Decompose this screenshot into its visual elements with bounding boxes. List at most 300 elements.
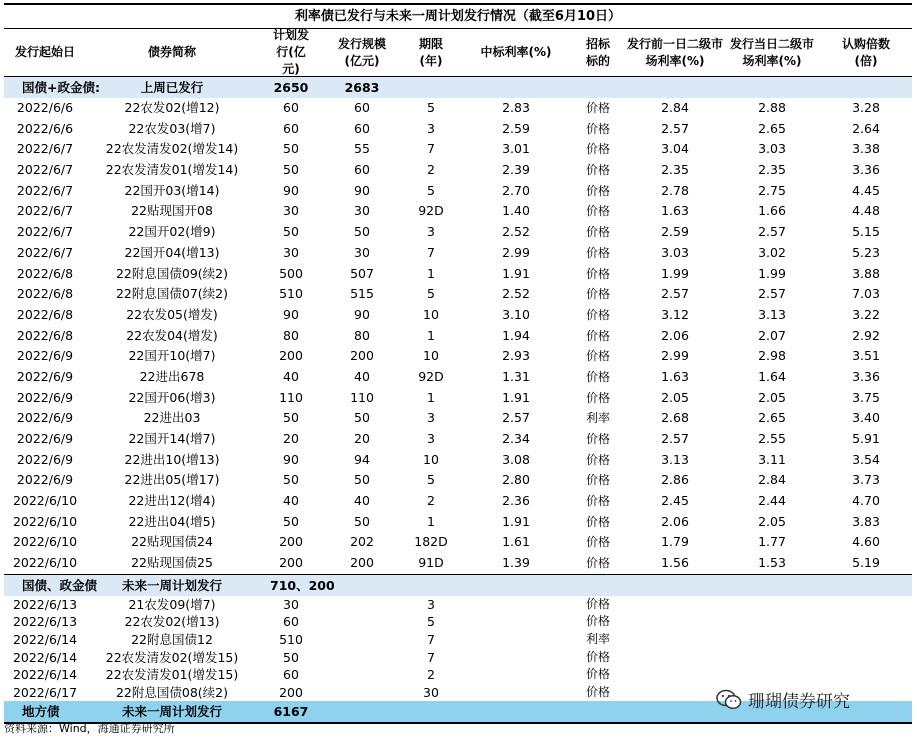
wechat-icon [716,689,742,711]
issued-amount-cell: 50 [354,513,370,529]
table-row [4,512,912,533]
winning-rate-cell: 2.39 [502,162,530,178]
subscription-multiple-cell: 3.40 [852,410,880,426]
prev-day-rate-cell: 2.78 [661,182,689,198]
subscription-multiple-cell: 2.92 [852,327,880,343]
issue-day-rate-cell: 2.65 [758,410,786,426]
issue-day-rate-cell: 2.57 [758,224,786,240]
watermark-text: 珊瑚债券研究 [748,692,850,712]
tenor-cell: 10 [423,348,439,364]
subscription-multiple-cell: 3.38 [852,141,880,157]
winning-rate-cell: 1.91 [502,389,530,405]
table-row [4,429,912,450]
issued-amount-cell: 60 [354,120,370,136]
bid-target-cell: 价格 [585,514,610,529]
prev-day-rate-cell: 1.99 [661,265,689,281]
header-cell [820,29,912,76]
bond-name-cell: 22进出10(增13) [124,451,220,467]
issued-amount-cell: 507 [350,265,374,281]
bond-name-cell: 22附息国债12 [131,632,213,647]
winning-rate-cell: 2.80 [502,472,530,488]
subscription-multiple-cell: 3.54 [852,451,880,467]
planned-amount-cell: 50 [283,162,299,178]
issued-amount-cell: 50 [354,410,370,426]
winning-rate-cell: 2.52 [502,286,530,302]
prev-day-rate-cell: 2.45 [661,493,689,509]
issue-date-cell: 2022/6/10 [12,555,78,571]
tenor-cell: 10 [423,451,439,467]
issued-amount-cell [324,684,400,702]
winning-rate-cell: 1.39 [502,555,530,571]
planned-amount-cell: 90 [283,306,299,322]
issue-date-cell: 2022/6/14 [12,632,78,647]
planned-amount-cell: 40 [283,493,299,509]
issued-amount-cell: 50 [354,472,370,488]
subscription-multiple-cell: 4.48 [852,203,880,219]
issued-amount-cell: 50 [354,224,370,240]
bond-name-cell: 22农发清发01(增发15) [105,667,239,683]
bid-target-cell: 价格 [585,452,610,467]
winning-rate-cell: 2.70 [502,182,530,198]
bid-target-cell: 价格 [585,473,610,488]
subscription-multiple-cell [820,666,912,684]
bond-name-cell: 22进出12(增4) [128,493,216,509]
tenor-cell: 7 [427,649,435,665]
issue-day-rate-cell: 1.53 [758,555,786,571]
issue-date-cell: 2022/6/9 [16,389,74,405]
planned-amount-cell: 60 [283,614,299,630]
bond-name-cell: 22国开04(增13) [124,244,220,260]
issued-amount-cell: 90 [354,306,370,322]
prev-day-rate-cell [626,666,724,684]
winning-rate-cell [462,684,570,702]
bond-name-cell: 22国开10(增7) [128,348,216,364]
prev-day-rate-cell: 2.06 [661,513,689,529]
issued-amount-cell [324,666,400,684]
bond-name-cell: 22国开02(增9) [128,224,216,240]
table-row [4,346,912,367]
tenor-cell: 7 [427,141,435,157]
bid-target-cell: 价格 [585,684,610,699]
bond-name-cell: 22农发02(增13) [124,614,220,630]
issue-date-cell: 2022/6/7 [16,203,74,219]
issued-amount-cell: 20 [354,431,370,446]
bond-name-cell: 21农发09(增7) [128,596,216,612]
subscription-multiple-cell: 3.51 [852,348,880,364]
issued-amount-cell: 30 [354,244,370,260]
issued-amount-cell: 55 [354,141,370,157]
bond-name-cell: 22农发清发02(增发15) [105,649,239,665]
bid-target-cell: 价格 [585,245,610,260]
issue-date-cell: 2022/6/9 [16,368,74,384]
planned-amount-cell: 50 [283,141,299,157]
winning-rate-cell: 1.40 [502,203,530,219]
header-cell-text: 认购倍数(倍) [841,36,890,68]
winning-rate-cell: 3.10 [502,306,530,322]
table-header [4,29,912,77]
planned-amount-cell: 60 [283,667,299,683]
bond-name-cell: 22进出04(增5) [128,513,216,529]
planned-amount-cell: 200 [279,348,303,364]
subscription-multiple-cell: 5.91 [852,431,880,446]
table-row [4,305,912,326]
issue-day-rate-cell [724,596,820,614]
section-band-future [4,574,912,596]
table-row [4,470,912,491]
bid-target-cell: 价格 [585,596,610,611]
issue-day-rate-cell: 1.64 [758,368,786,384]
planned-amount-cell: 30 [283,203,299,219]
tenor-cell: 5 [427,286,435,302]
prev-day-rate-cell: 1.56 [661,555,689,571]
issue-date-cell: 2022/6/9 [16,472,74,488]
section-actual-total: 2683 [344,80,380,95]
prev-day-rate-cell [626,649,724,667]
issue-date-cell: 2022/6/9 [16,410,74,426]
tenor-cell: 5 [427,100,435,115]
tenor-cell: 30 [423,684,439,700]
bond-name-cell: 22贴现国开08 [131,203,213,219]
subscription-multiple-cell [820,649,912,667]
issue-date-cell: 2022/6/14 [12,649,78,665]
issue-date-cell: 2022/6/8 [16,306,74,322]
issued-amount-cell [324,631,400,649]
header-cell: 中标利率(%) [480,45,552,59]
issue-day-rate-cell: 2.88 [758,100,786,115]
bid-target-cell: 价格 [585,142,610,157]
header-cell: 债券简称 [147,45,196,59]
table-row [4,264,912,285]
prev-day-rate-cell: 2.59 [661,224,689,240]
issue-date-cell: 2022/6/8 [16,327,74,343]
bid-target-cell: 价格 [585,614,610,629]
issue-day-rate-cell: 1.77 [758,534,786,550]
issued-amount-cell: 202 [350,534,374,550]
winning-rate-cell: 1.91 [502,265,530,281]
tenor-cell: 2 [427,162,435,178]
subscription-multiple-cell: 5.19 [852,555,880,571]
bid-target-cell: 价格 [585,307,610,322]
table-row [4,367,912,388]
issued-amount-cell: 110 [350,389,374,405]
prev-day-rate-cell: 2.99 [661,348,689,364]
header-cell [570,29,626,76]
tenor-cell: 5 [427,182,435,198]
issue-date-cell: 2022/6/7 [16,162,74,178]
prev-day-rate-cell: 2.86 [661,472,689,488]
issue-day-rate-cell: 2.75 [758,182,786,198]
planned-amount-cell: 510 [279,632,303,647]
issue-day-rate-cell: 1.99 [758,265,786,281]
table-row [4,326,912,347]
bid-target-cell: 价格 [585,369,610,384]
section-label: 国债+政金债: [22,80,100,95]
bond-name-cell: 22农发04(增发) [126,327,218,343]
issue-date-cell: 2022/6/8 [16,265,74,281]
bid-target-cell: 价格 [585,649,610,664]
winning-rate-cell: 1.61 [502,534,530,550]
winning-rate-cell [462,613,570,631]
subscription-multiple-cell [820,631,912,649]
section-sub: 未来一周计划发行 [121,577,222,593]
subscription-multiple-cell: 3.36 [852,368,880,384]
issue-date-cell: 2022/6/7 [16,244,74,260]
issue-date-cell: 2022/6/10 [12,513,78,529]
winning-rate-cell: 2.34 [502,431,530,446]
tenor-cell: 182D [414,534,448,550]
issue-day-rate-cell: 2.35 [758,162,786,178]
issued-amount-cell: 40 [354,493,370,509]
prev-day-rate-cell: 2.84 [661,100,689,115]
issue-date-cell: 2022/6/9 [16,431,74,446]
issued-amount-cell [324,613,400,631]
bid-target-cell: 价格 [585,667,610,682]
issue-day-rate-cell: 2.84 [758,472,786,488]
table-row [4,139,912,160]
tenor-cell: 91D [418,555,444,571]
bid-target-cell: 价格 [585,163,610,178]
planned-amount-cell: 500 [279,265,303,281]
bond-name-cell: 22国开14(增7) [128,431,216,446]
subscription-multiple-cell: 3.75 [852,389,880,405]
table-row [4,222,912,243]
subscription-multiple-cell: 3.83 [852,513,880,529]
section-label: 国债、政金债 [22,577,98,593]
prev-day-rate-cell [626,684,724,702]
bid-target-cell: 价格 [585,535,610,550]
subscription-multiple-cell: 3.88 [852,265,880,281]
tenor-cell: 5 [427,614,435,630]
tenor-cell: 5 [427,472,435,488]
winning-rate-cell: 1.94 [502,327,530,343]
table-row [4,553,912,574]
tenor-cell: 3 [427,224,435,240]
issued-amount-cell: 80 [354,327,370,343]
tenor-cell: 92D [418,368,444,384]
tenor-cell: 7 [427,244,435,260]
section-plan-total: 2650 [273,80,309,95]
planned-amount-cell: 200 [279,534,303,550]
planned-amount-cell: 110 [279,389,303,405]
bond-name-cell: 22国开06(增3) [128,389,216,405]
subscription-multiple-cell [820,596,912,614]
table-row [4,284,912,305]
table-row [4,631,912,649]
past-issuance-rows [4,98,912,574]
winning-rate-cell: 1.91 [502,513,530,529]
table-row [4,613,912,631]
prev-day-rate-cell: 2.68 [661,410,689,426]
planned-amount-cell: 30 [283,244,299,260]
table-row [4,119,912,140]
tenor-cell: 2 [427,493,435,509]
subscription-multiple-cell: 5.15 [852,224,880,240]
table-row [4,201,912,222]
issued-amount-cell: 94 [354,451,370,467]
section-sub: 未来一周计划发行 [121,704,222,720]
watermark [716,687,850,712]
winning-rate-cell: 3.01 [502,141,530,157]
prev-day-rate-cell [626,631,724,649]
table-row [4,160,912,181]
header-cell-text: 招标标的 [585,36,610,68]
bond-name-cell: 22进出03 [143,410,201,426]
issue-day-rate-cell: 2.65 [758,120,786,136]
issue-day-rate-cell: 2.44 [758,493,786,509]
bid-target-cell: 价格 [585,183,610,198]
section-plan-total: 6167 [273,704,309,720]
bid-target-cell: 价格 [585,225,610,240]
prev-day-rate-cell: 2.57 [661,120,689,136]
planned-amount-cell: 40 [283,368,299,384]
prev-day-rate-cell: 2.35 [661,162,689,178]
issue-day-rate-cell: 3.11 [758,451,786,467]
issue-date-cell: 2022/6/13 [12,614,78,630]
table-row [4,408,912,429]
bid-target-cell: 价格 [585,101,610,115]
subscription-multiple-cell: 4.45 [852,182,880,198]
future-issuance-rows [4,596,912,702]
bid-target-cell: 价格 [585,349,610,364]
planned-amount-cell: 200 [279,684,303,700]
section-sub: 上周已发行 [140,80,204,95]
issued-amount-cell: 200 [350,348,374,364]
prev-day-rate-cell: 1.63 [661,368,689,384]
issue-date-cell: 2022/6/6 [16,100,74,115]
issue-day-rate-cell: 2.05 [758,389,786,405]
bond-name-cell: 22农发清发02(增发14) [105,141,239,157]
table-row [4,388,912,409]
subscription-multiple-cell: 3.28 [852,100,880,115]
bond-name-cell: 22附息国债09(续2) [115,265,229,281]
issued-amount-cell: 90 [354,182,370,198]
table-row [4,181,912,202]
winning-rate-cell: 1.31 [502,368,530,384]
header-cell-text: 发行规模(亿元) [337,36,386,68]
bond-name-cell: 22附息国债07(续2) [115,286,229,302]
prev-day-rate-cell: 1.79 [661,534,689,550]
header-cell [724,29,820,76]
planned-amount-cell: 60 [283,120,299,136]
tenor-cell: 1 [427,513,435,529]
tenor-cell: 1 [427,265,435,281]
section-plan-total: 710、200 [270,577,335,593]
issue-date-cell: 2022/6/13 [12,596,78,612]
winning-rate-cell: 2.36 [502,493,530,509]
header-cell-text: 发行当日二级市场利率(%) [730,36,815,68]
planned-amount-cell: 50 [283,649,299,665]
planned-amount-cell: 90 [283,182,299,198]
planned-amount-cell: 510 [279,286,303,302]
winning-rate-cell: 2.59 [502,120,530,136]
planned-amount-cell: 200 [279,555,303,571]
issue-day-rate-cell: 2.55 [758,431,786,446]
prev-day-rate-cell: 2.57 [661,431,689,446]
source-note: 资料来源：Wind，海通证券研究所 [4,722,175,735]
prev-day-rate-cell [626,613,724,631]
issued-amount-cell: 60 [354,100,370,115]
table-title: 利率债已发行与未来一周计划发行情况（截至6月10日） [4,3,912,29]
prev-day-rate-cell: 2.06 [661,327,689,343]
winning-rate-cell: 2.52 [502,224,530,240]
issue-date-cell: 2022/6/7 [16,182,74,198]
issued-amount-cell: 30 [354,203,370,219]
table-row [4,98,912,119]
planned-amount-cell: 80 [283,327,299,343]
planned-amount-cell: 90 [283,451,299,467]
bid-target-cell: 利率 [585,632,610,646]
header-cell [626,29,724,76]
prev-day-rate-cell: 3.12 [661,306,689,322]
planned-amount-cell: 60 [283,100,299,115]
planned-amount-cell: 50 [283,513,299,529]
issue-date-cell: 2022/6/14 [12,667,78,683]
header-cell: 发行起始日 [14,45,75,59]
subscription-multiple-cell: 3.73 [852,472,880,488]
tenor-cell: 3 [427,596,435,612]
tenor-cell: 3 [427,431,435,446]
issue-date-cell: 2022/6/9 [16,348,74,364]
issue-day-rate-cell: 3.13 [758,306,786,322]
prev-day-rate-cell: 3.04 [661,141,689,157]
issue-date-cell: 2022/6/10 [12,534,78,550]
winning-rate-cell [462,666,570,684]
bond-name-cell: 22贴现国债25 [131,555,213,571]
subscription-multiple-cell: 5.23 [852,244,880,260]
winning-rate-cell: 3.08 [502,451,530,467]
table-row [4,243,912,264]
section-band-past [4,77,912,98]
bid-target-cell: 利率 [585,411,610,426]
issued-amount-cell [324,649,400,667]
bid-target-cell: 价格 [585,556,610,571]
bond-name-cell: 22农发02(增12) [124,100,220,115]
bid-target-cell: 价格 [585,287,610,302]
bid-target-cell: 价格 [585,266,610,281]
planned-amount-cell: 20 [283,431,299,446]
planned-amount-cell: 50 [283,224,299,240]
prev-day-rate-cell [626,596,724,614]
prev-day-rate-cell: 3.13 [661,451,689,467]
planned-amount-cell: 50 [283,472,299,488]
tenor-cell: 10 [423,306,439,322]
header-cell-text: 计划发行(亿元) [272,28,309,76]
tenor-cell: 1 [427,389,435,405]
subscription-multiple-cell [820,613,912,631]
tenor-cell: 3 [427,120,435,136]
winning-rate-cell: 2.99 [502,244,530,260]
issue-day-rate-cell [724,631,820,649]
issue-date-cell: 2022/6/6 [16,120,74,136]
subscription-multiple-cell: 4.70 [852,493,880,509]
header-cell [258,29,324,76]
winning-rate-cell [462,631,570,649]
subscription-multiple-cell: 7.03 [852,286,880,302]
issue-day-rate-cell: 3.03 [758,141,786,157]
issue-day-rate-cell: 2.05 [758,513,786,529]
bond-name-cell: 22进出678 [139,368,205,384]
issue-day-rate-cell [724,613,820,631]
table-row [4,532,912,553]
bid-target-cell: 价格 [585,328,610,343]
prev-day-rate-cell: 2.57 [661,286,689,302]
issue-day-rate-cell [724,649,820,667]
table-row [4,491,912,512]
issued-amount-cell: 200 [350,555,374,571]
issue-date-cell: 2022/6/7 [16,224,74,240]
table-row [4,596,912,614]
tenor-cell: 92D [418,203,444,219]
